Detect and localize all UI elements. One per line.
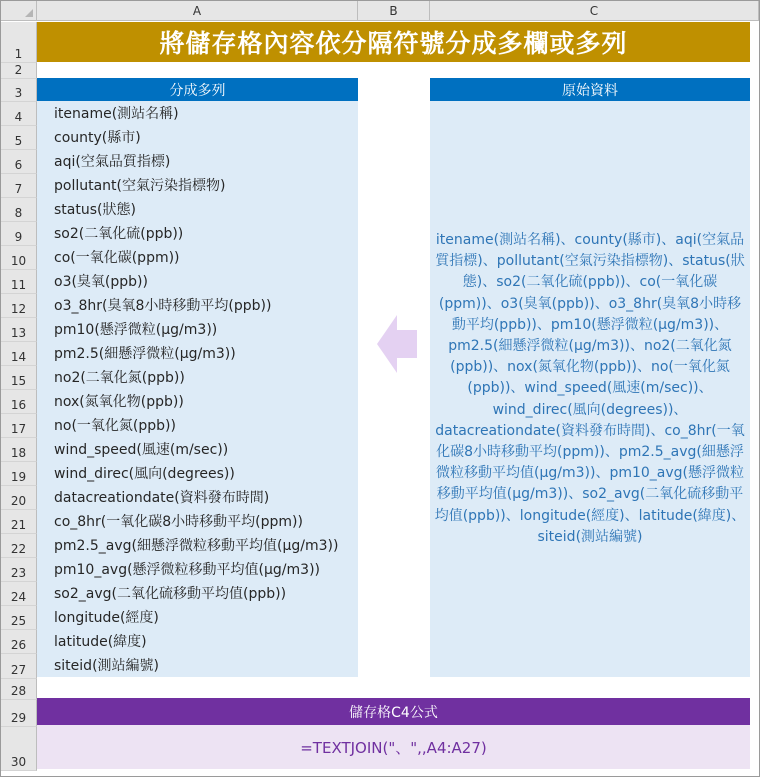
column-header-a[interactable]: A: [37, 1, 358, 21]
row-header-16[interactable]: 16: [1, 390, 37, 414]
sheet-title[interactable]: 將儲存格內容依分隔符號分成多欄或多列: [37, 22, 750, 62]
column-header-c[interactable]: C: [430, 1, 759, 21]
row-header-29[interactable]: 29: [1, 700, 37, 727]
row-header-1[interactable]: 1: [1, 22, 37, 63]
cell-a-item[interactable]: no(一氧化氮(ppb)): [54, 418, 176, 434]
col-a-header[interactable]: 分成多列: [37, 78, 358, 101]
formula-text[interactable]: =TEXTJOIN("、",,A4:A27): [37, 725, 750, 769]
select-all-triangle-icon: [25, 9, 33, 17]
row-header-26[interactable]: 26: [1, 630, 37, 654]
row-header-7[interactable]: 7: [1, 174, 37, 198]
row-header-15[interactable]: 15: [1, 366, 37, 390]
cell-a-item[interactable]: so2(二氧化硫(ppb)): [54, 226, 184, 242]
row-header-19[interactable]: 19: [1, 462, 37, 486]
cell-a-item[interactable]: datacreationdate(資料發布時間): [54, 490, 270, 506]
row-header-4[interactable]: 4: [1, 102, 37, 126]
cell-a-item[interactable]: pollutant(空氣污染指標物): [54, 178, 226, 194]
row-header-22[interactable]: 22: [1, 534, 37, 558]
row-header-12[interactable]: 12: [1, 294, 37, 318]
cell-a-item[interactable]: siteid(測站編號): [54, 658, 159, 674]
row-header-18[interactable]: 18: [1, 438, 37, 462]
cell-a-item[interactable]: aqi(空氣品質指標): [54, 154, 171, 170]
row-header-10[interactable]: 10: [1, 246, 37, 270]
row-header-25[interactable]: 25: [1, 606, 37, 630]
row-header-3[interactable]: 3: [1, 79, 37, 102]
cell-a-item[interactable]: latitude(緯度): [54, 634, 147, 650]
cell-a-item[interactable]: o3(臭氧(ppb)): [54, 274, 148, 290]
row-header-17[interactable]: 17: [1, 414, 37, 438]
cell-a-item[interactable]: nox(氮氧化物(ppb)): [54, 394, 184, 410]
cell-a-item[interactable]: o3_8hr(臭氧8小時移動平均(ppb)): [54, 298, 272, 314]
cell-a-item[interactable]: no2(二氧化氮(ppb)): [54, 370, 185, 386]
cell-a-item[interactable]: pm10_avg(懸浮微粒移動平均值(μg/m3)): [54, 562, 320, 578]
select-all-corner[interactable]: [1, 1, 37, 21]
left-arrow-icon: [377, 311, 417, 377]
cell-a-item[interactable]: itename(測站名稱): [54, 106, 179, 122]
cell-a-item[interactable]: pm2.5_avg(細懸浮微粒移動平均值(μg/m3)): [54, 538, 339, 554]
cell-a-item[interactable]: pm10(懸浮微粒(μg/m3)): [54, 322, 218, 338]
row-header-28[interactable]: 28: [1, 679, 37, 700]
row-header-8[interactable]: 8: [1, 198, 37, 222]
cell-a-item[interactable]: co_8hr(一氧化碳8小時移動平均(ppm)): [54, 514, 303, 530]
cell-a-item[interactable]: county(縣市): [54, 130, 141, 146]
row-header-5[interactable]: 5: [1, 126, 37, 150]
row-header-6[interactable]: 6: [1, 150, 37, 174]
cell-a-item[interactable]: status(狀態): [54, 202, 136, 218]
cell-a-item[interactable]: longitude(經度): [54, 610, 159, 626]
row-header-20[interactable]: 20: [1, 486, 37, 510]
cell-a-item[interactable]: wind_direc(風向(degrees)): [54, 466, 235, 482]
col-c-merged-cell[interactable]: [430, 101, 750, 677]
row-header-11[interactable]: 11: [1, 270, 37, 294]
row-header-24[interactable]: 24: [1, 582, 37, 606]
column-header-b[interactable]: B: [358, 1, 430, 21]
row-header-13[interactable]: 13: [1, 318, 37, 342]
col-c-header[interactable]: 原始資料: [430, 78, 750, 101]
row-header-9[interactable]: 9: [1, 222, 37, 246]
original-data-text: itename(測站名稱)、county(縣市)、aqi(空氣品質指標)、pollutant(空氣污染指標物)、status(狀態)、so2(二氧化硫(ppb))、co(一氧化碳(ppm))、o3(臭氧(ppb))、o3_8hr(臭氧8小時移動平均(ppb))、pm10(懸浮微粒(μg/m3))、pm2.5(細懸浮微粒(μg/m3))、no2(二氧化氮(ppb))、nox(氮氧化物(ppb))、no(一氧化氮(ppb))、wind_speed(風速(m/sec))、wind_direc(風向(degrees))、datacreationdate(資料發布時間)、co_8hr(一氧化碳8小時移動平均(ppm))、pm2.5_avg(細懸浮微粒移動平均值(μg/m3))、pm10_avg(懸浮微粒移動平均值(μg/m3))、so2_avg(二氧化硫移動平均值(ppb))、longitude(經度)、latitude(緯度)、siteid(測站編號): [434, 231, 746, 545]
row-header-27[interactable]: 27: [1, 654, 37, 679]
formula-label[interactable]: 儲存格C4公式: [37, 698, 750, 725]
row-header-30[interactable]: 30: [1, 727, 37, 771]
cell-a-item[interactable]: so2_avg(二氧化硫移動平均值(ppb)): [54, 586, 287, 602]
row-header-14[interactable]: 14: [1, 342, 37, 366]
cell-a-item[interactable]: wind_speed(風速(m/sec)): [54, 442, 229, 458]
cell-a-item[interactable]: co(一氧化碳(ppm)): [54, 250, 180, 266]
row-header-23[interactable]: 23: [1, 558, 37, 582]
row-header-2[interactable]: 2: [1, 63, 37, 79]
row-header-21[interactable]: 21: [1, 510, 37, 534]
cell-a-item[interactable]: pm2.5(細懸浮微粒(μg/m3)): [54, 346, 236, 362]
